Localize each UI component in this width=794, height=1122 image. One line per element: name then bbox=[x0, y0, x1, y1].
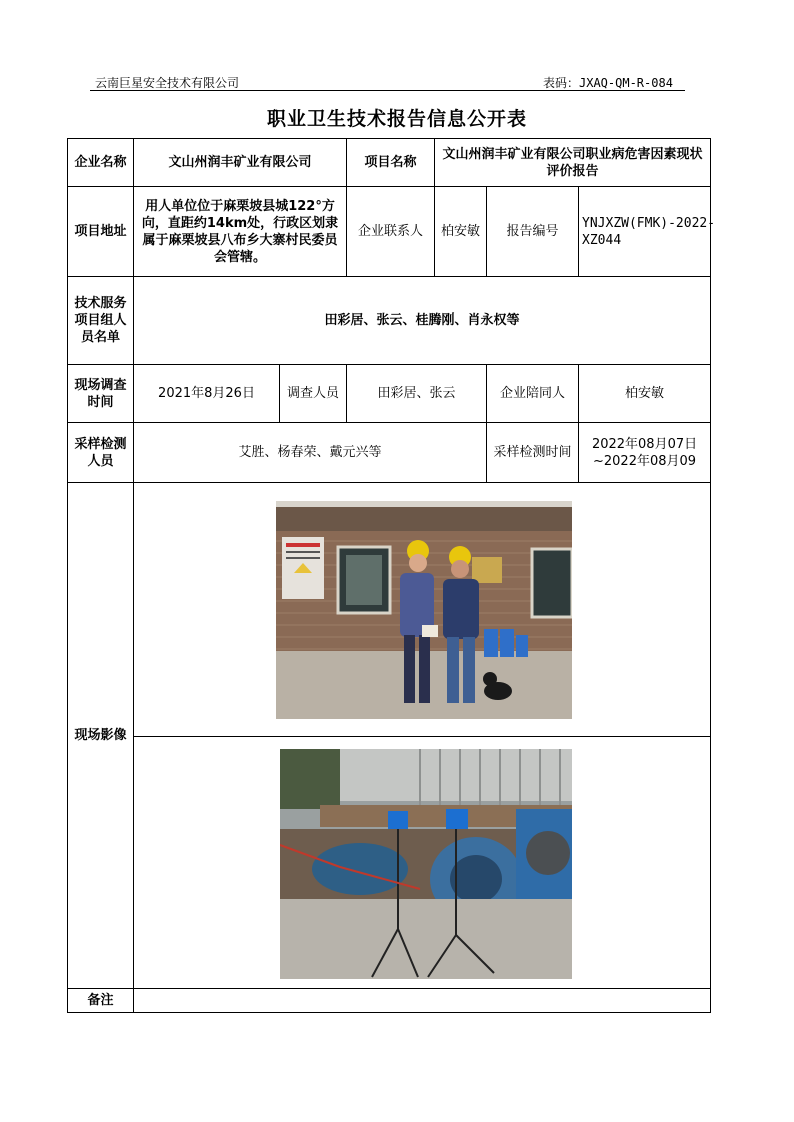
sampler: 艾胜、杨春荣、戴元兴等 bbox=[134, 423, 487, 483]
company-header: 云南巨星安全技术有限公司 bbox=[95, 76, 240, 90]
survey-time: 2021年8月26日 bbox=[134, 365, 280, 423]
row-team bbox=[68, 277, 711, 365]
survey-time-label: 现场调查时间 bbox=[68, 365, 134, 423]
project-name-label: 项目名称 bbox=[347, 139, 435, 187]
row-enterprise bbox=[68, 139, 711, 187]
contact-label: 企业联系人 bbox=[347, 187, 435, 277]
site-photo-people bbox=[276, 501, 572, 719]
photo-divider bbox=[134, 736, 710, 737]
enterprise-name: 文山州润丰矿业有限公司 bbox=[134, 139, 347, 187]
report-no: YNJXZW(FMK)-2022-XZ044 bbox=[579, 187, 711, 277]
row-survey bbox=[68, 365, 711, 423]
photo-cell bbox=[134, 483, 711, 989]
site-photo-equipment bbox=[280, 749, 572, 979]
remark-label: 备注 bbox=[68, 989, 134, 1013]
project-name: 文山州润丰矿业有限公司职业病危害因素现状评价报告 bbox=[435, 139, 711, 187]
site-photo-people-image bbox=[276, 501, 572, 719]
escort-label: 企业陪同人 bbox=[487, 365, 579, 423]
site-photo-equipment-image bbox=[280, 749, 572, 979]
escort: 柏安敏 bbox=[579, 365, 711, 423]
sample-time: 2022年08月07日~2022年08月09 bbox=[579, 423, 711, 483]
header-divider bbox=[90, 90, 685, 91]
enterprise-name-label: 企业名称 bbox=[68, 139, 134, 187]
project-address-label: 项目地址 bbox=[68, 187, 134, 277]
surveyor: 田彩居、张云 bbox=[347, 365, 487, 423]
info-table bbox=[67, 138, 716, 1013]
sample-time-label: 采样检测时间 bbox=[487, 423, 579, 483]
team-label: 技术服务项目组人员名单 bbox=[68, 277, 134, 365]
page-title: 职业卫生技术报告信息公开表 bbox=[266, 108, 527, 130]
row-address bbox=[68, 187, 711, 277]
report-no-label: 报告编号 bbox=[487, 187, 579, 277]
team: 田彩居、张云、桂腾刚、肖永权等 bbox=[134, 277, 711, 365]
surveyor-label: 调查人员 bbox=[280, 365, 347, 423]
row-remark bbox=[68, 989, 711, 1013]
form-code: 表码：JXAQ-QM-R-084 bbox=[543, 76, 673, 90]
remark bbox=[134, 989, 711, 1013]
photo-label: 现场影像 bbox=[68, 483, 134, 989]
contact: 柏安敏 bbox=[435, 187, 487, 277]
sampler-label: 采样检测人员 bbox=[68, 423, 134, 483]
row-sampling bbox=[68, 423, 711, 483]
project-address: 用人单位位于麻栗坡县城122°方向，直距约14km处，行政区划隶属于麻栗坡县八布乡大寨村民委员会管辖。 bbox=[134, 187, 347, 277]
row-photos bbox=[68, 483, 711, 989]
